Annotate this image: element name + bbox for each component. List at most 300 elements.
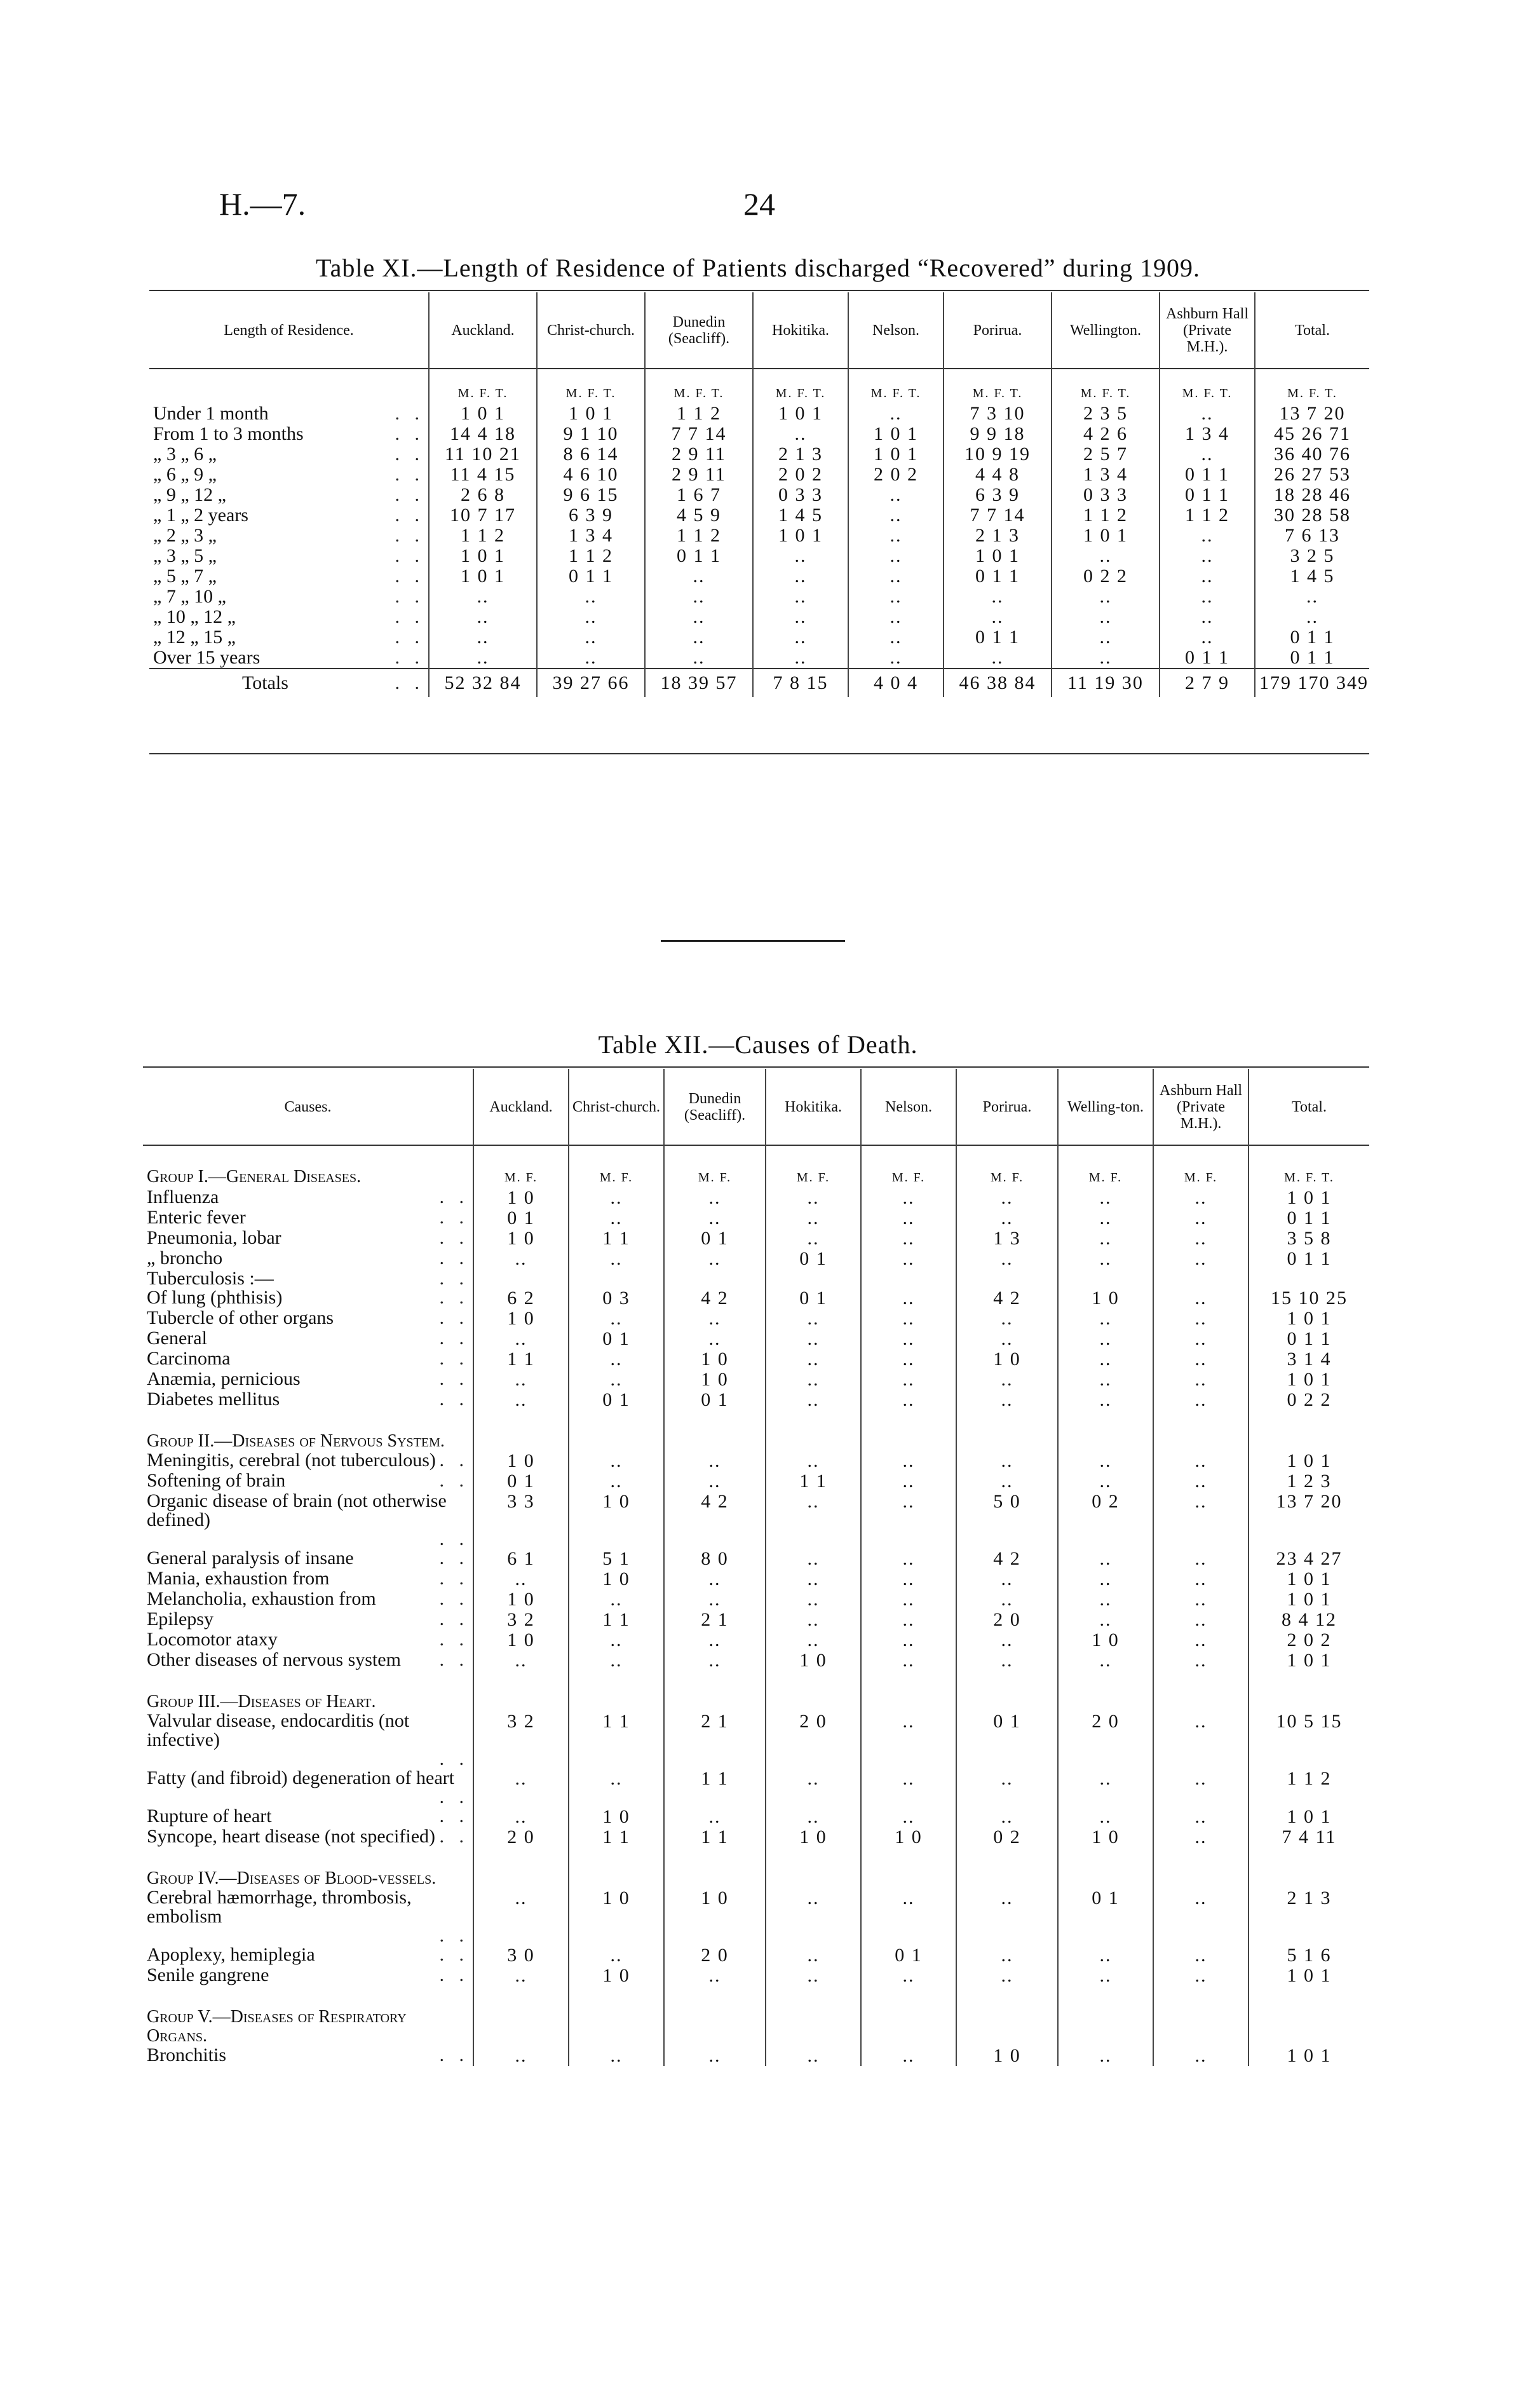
data-cell: .. <box>1153 2046 1249 2066</box>
data-cell: .. <box>645 648 753 669</box>
data-cell: .. <box>1153 1888 1249 1945</box>
data-cell: .. <box>537 648 645 669</box>
data-cell: 1 0 1 <box>429 546 537 566</box>
data-cell: .. <box>569 1249 664 1269</box>
data-cell: 0 1 1 <box>1160 648 1255 669</box>
data-cell: .. <box>1058 1188 1153 1208</box>
data-cell: .. <box>766 1492 861 1549</box>
table-row <box>149 648 1369 669</box>
cause-label: Mania, exhaustion from <box>147 1568 330 1589</box>
data-cell: .. <box>766 1329 861 1349</box>
data-cell: .. <box>1153 1711 1249 1769</box>
data-cell: .. <box>429 607 537 627</box>
totals-row <box>149 669 1369 697</box>
data-cell: .. <box>664 1471 766 1492</box>
cause-label-cell <box>143 1249 473 1269</box>
subheader-cell: M. F. T. <box>645 369 753 404</box>
data-cell: 3 2 <box>473 1711 569 1769</box>
cause-label: Apoplexy, hemiplegia <box>147 1944 315 1965</box>
cause-label: Senile gangrene <box>147 1964 269 1985</box>
data-cell: .. <box>1058 1807 1153 1827</box>
empty-cell <box>956 1410 1058 1451</box>
data-cell: 2 0 <box>473 1827 569 1847</box>
leader-dots: . . <box>395 647 424 668</box>
cause-label-cell <box>143 1769 473 1807</box>
data-cell: 1 0 <box>473 1589 569 1610</box>
cause-label: Anæmia, pernicious <box>147 1368 301 1389</box>
column-header: Ashburn Hall (Private M.H.). <box>1153 1069 1249 1145</box>
data-cell: 1 0 <box>1058 1630 1153 1650</box>
table-row <box>143 1390 1369 1410</box>
leader-dots: . . <box>395 464 424 485</box>
data-cell: 0 1 1 <box>1249 1249 1369 1269</box>
data-cell: 5 1 <box>569 1549 664 1569</box>
data-cell: .. <box>861 1329 956 1349</box>
column-header: Dunedin (Seacliff). <box>645 292 753 369</box>
subheader-spacer <box>149 369 429 404</box>
data-cell: 4 2 6 <box>1052 424 1160 444</box>
data-cell: 1 2 3 <box>1249 1471 1369 1492</box>
data-cell: 4 2 <box>956 1288 1058 1309</box>
data-cell: 1 1 2 <box>645 526 753 546</box>
data-cell: 7 6 13 <box>1255 526 1369 546</box>
empty-cell <box>664 1847 766 1888</box>
data-cell: .. <box>861 1349 956 1370</box>
empty-cell <box>664 1410 766 1451</box>
leader-dots: . . <box>395 423 424 444</box>
table-row <box>143 1329 1369 1349</box>
data-cell: 0 2 2 <box>1249 1390 1369 1410</box>
data-cell: .. <box>569 1630 664 1650</box>
leader-dots: . . <box>439 1786 469 1807</box>
subheader-cell: M. F. T. <box>848 369 944 404</box>
data-cell: 2 0 2 <box>753 465 848 485</box>
data-cell: .. <box>861 1228 956 1249</box>
data-cell: 5 0 <box>956 1492 1058 1549</box>
data-cell: 9 1 10 <box>537 424 645 444</box>
data-cell: .. <box>569 1451 664 1471</box>
data-cell: 1 1 <box>664 1827 766 1847</box>
leader-dots: . . <box>395 627 424 648</box>
cause-label-cell <box>143 1329 473 1349</box>
data-cell: 0 3 3 <box>753 485 848 505</box>
empty-cell <box>569 1986 664 2046</box>
leader-dots: . . <box>395 586 424 607</box>
data-cell: 13 7 20 <box>1255 404 1369 424</box>
table-row <box>149 526 1369 546</box>
cause-label-cell <box>143 1309 473 1329</box>
table-row <box>149 424 1369 444</box>
data-cell: .. <box>664 2046 766 2066</box>
row-label: Under 1 month <box>153 403 269 424</box>
data-cell: .. <box>1058 1390 1153 1410</box>
cause-label: Tubercle of other organs <box>147 1307 334 1328</box>
data-cell: 1 1 <box>766 1471 861 1492</box>
data-cell: 3 3 <box>473 1492 569 1549</box>
data-cell: 0 2 2 <box>1052 566 1160 587</box>
table-row <box>143 1288 1369 1309</box>
data-cell: 1 4 5 <box>1255 566 1369 587</box>
data-cell: 1 4 5 <box>753 505 848 526</box>
data-cell: 1 3 4 <box>537 526 645 546</box>
data-cell: 7 7 14 <box>645 424 753 444</box>
table-row <box>149 566 1369 587</box>
data-cell: 0 1 1 <box>1249 1208 1369 1228</box>
data-cell: 1 0 <box>473 1630 569 1650</box>
data-cell: 0 2 <box>1058 1492 1153 1549</box>
data-cell: .. <box>753 627 848 648</box>
empty-cell <box>1249 1847 1369 1888</box>
empty-cell <box>861 1410 956 1451</box>
empty-cell <box>766 1986 861 2046</box>
leader-dots: . . <box>439 1287 469 1308</box>
cause-label: Meningitis, cerebral (not tuberculous) <box>147 1450 436 1471</box>
data-cell: 1 0 <box>956 1349 1058 1370</box>
table-row <box>143 1309 1369 1329</box>
data-cell: .. <box>766 1549 861 1569</box>
data-cell: .. <box>848 526 944 546</box>
data-cell: .. <box>1153 1650 1249 1671</box>
data-cell: 1 0 <box>569 1492 664 1549</box>
data-cell: .. <box>861 1769 956 1807</box>
data-cell: .. <box>664 1208 766 1228</box>
leader-dots: . . <box>395 484 424 505</box>
data-cell: 3 1 4 <box>1249 1349 1369 1370</box>
empty-cell <box>664 1671 766 1711</box>
data-cell: 1 3 4 <box>1052 465 1160 485</box>
empty-cell <box>1249 1671 1369 1711</box>
data-cell: .. <box>1153 1492 1249 1549</box>
leader-dots: . . <box>439 1826 469 1847</box>
table-row <box>143 1370 1369 1390</box>
data-cell: 45 26 71 <box>1255 424 1369 444</box>
group-heading-row <box>143 1671 1369 1711</box>
row-label: „ 10 „ 12 „ <box>153 606 236 627</box>
data-cell: .. <box>569 1208 664 1228</box>
data-cell: 13 7 20 <box>1249 1492 1369 1549</box>
empty-cell <box>861 1671 956 1711</box>
data-cell: .. <box>861 1188 956 1208</box>
data-cell: .. <box>766 1630 861 1650</box>
data-cell: .. <box>848 485 944 505</box>
data-cell <box>956 1269 1058 1288</box>
data-cell: 0 1 <box>569 1390 664 1410</box>
leader-dots: . . <box>439 1389 469 1410</box>
data-cell: .. <box>1160 444 1255 465</box>
data-cell: .. <box>766 1208 861 1228</box>
data-cell: .. <box>956 1630 1058 1650</box>
data-cell: .. <box>766 1945 861 1966</box>
data-cell: 10 9 19 <box>944 444 1052 465</box>
cause-label-cell <box>143 1589 473 1610</box>
table-row <box>149 485 1369 505</box>
data-cell: .. <box>766 1888 861 1945</box>
data-cell: .. <box>473 1888 569 1945</box>
data-cell: 1 1 2 <box>645 404 753 424</box>
data-cell: .. <box>1153 1630 1249 1650</box>
data-cell: 1 0 1 <box>429 566 537 587</box>
data-cell: 7 4 11 <box>1249 1827 1369 1847</box>
table-row <box>143 1188 1369 1208</box>
empty-cell <box>1249 1986 1369 2046</box>
data-cell: .. <box>664 1650 766 1671</box>
data-cell: 1 0 1 <box>1249 1370 1369 1390</box>
leader-dots: . . <box>439 1944 469 1965</box>
data-cell: 0 2 <box>956 1827 1058 1847</box>
total-cell: 46 38 84 <box>944 669 1052 697</box>
data-cell: 2 0 <box>956 1610 1058 1630</box>
data-cell: .. <box>1153 1349 1249 1370</box>
data-cell: 1 0 1 <box>1249 1188 1369 1208</box>
table-row <box>149 627 1369 648</box>
data-cell: 1 1 <box>569 1827 664 1847</box>
data-cell: .. <box>1160 627 1255 648</box>
data-cell: .. <box>1058 1349 1153 1370</box>
data-cell: .. <box>473 2046 569 2066</box>
data-cell: .. <box>1255 587 1369 607</box>
data-cell: .. <box>1058 1610 1153 1630</box>
cause-label-cell <box>143 1492 473 1549</box>
cause-label: Tuberculosis :— <box>147 1268 274 1289</box>
data-cell: .. <box>861 1370 956 1390</box>
data-cell: .. <box>766 1807 861 1827</box>
cause-label: Bronchitis <box>147 2044 226 2065</box>
cause-label-cell <box>143 1390 473 1410</box>
data-cell: 26 27 53 <box>1255 465 1369 485</box>
row-label-cell <box>149 424 429 444</box>
table-row <box>149 587 1369 607</box>
subheader-cell: M. F. <box>861 1145 956 1188</box>
data-cell: 0 3 3 <box>1052 485 1160 505</box>
data-cell: .. <box>1160 526 1255 546</box>
cause-label-cell <box>143 1966 473 1986</box>
data-cell: 1 1 <box>569 1228 664 1249</box>
data-cell: 1 0 <box>1058 1288 1153 1309</box>
cause-label-cell <box>143 1471 473 1492</box>
data-cell: 8 6 14 <box>537 444 645 465</box>
empty-cell <box>956 1847 1058 1888</box>
data-cell: .. <box>473 1807 569 1827</box>
data-cell: .. <box>848 566 944 587</box>
data-cell: 1 0 1 <box>848 424 944 444</box>
row-label: „ 3 „ 6 „ <box>153 444 217 465</box>
data-cell: .. <box>861 1208 956 1228</box>
data-cell: 18 28 46 <box>1255 485 1369 505</box>
data-cell: 1 0 <box>473 1228 569 1249</box>
data-cell: 4 4 8 <box>944 465 1052 485</box>
table-row <box>143 2046 1369 2066</box>
table-row <box>143 1349 1369 1370</box>
data-cell <box>861 1269 956 1288</box>
leader-dots: . . <box>439 1328 469 1349</box>
data-cell: .. <box>956 1188 1058 1208</box>
cause-label-cell <box>143 2046 473 2066</box>
data-cell: .. <box>956 1390 1058 1410</box>
table-row <box>149 546 1369 566</box>
empty-cell <box>766 1410 861 1451</box>
data-cell: 1 0 1 <box>1052 526 1160 546</box>
data-cell: .. <box>473 1370 569 1390</box>
data-cell: .. <box>861 1569 956 1589</box>
table-row <box>143 1228 1369 1249</box>
empty-cell <box>1058 1671 1153 1711</box>
data-cell <box>1153 1269 1249 1288</box>
data-cell: 1 1 <box>664 1769 766 1807</box>
data-cell: .. <box>766 1451 861 1471</box>
data-cell: 0 1 <box>956 1711 1058 1769</box>
cause-label: General paralysis of insane <box>147 1548 354 1568</box>
data-cell: .. <box>1058 1471 1153 1492</box>
data-cell: .. <box>956 1451 1058 1471</box>
row-label: „ 6 „ 9 „ <box>153 464 217 485</box>
data-cell: 30 28 58 <box>1255 505 1369 526</box>
data-cell: 2 1 3 <box>753 444 848 465</box>
data-cell: .. <box>956 1329 1058 1349</box>
data-cell: 1 0 <box>664 1349 766 1370</box>
data-cell: .. <box>1153 1188 1249 1208</box>
data-cell: .. <box>766 1569 861 1589</box>
data-cell: .. <box>1058 1945 1153 1966</box>
data-cell: 1 0 1 <box>1249 1650 1369 1671</box>
cause-label-cell <box>143 1945 473 1966</box>
data-cell: 1 0 1 <box>848 444 944 465</box>
data-cell: 0 3 <box>569 1288 664 1309</box>
table-row <box>143 1610 1369 1630</box>
data-cell: 2 3 5 <box>1052 404 1160 424</box>
data-cell: .. <box>569 1589 664 1610</box>
cause-label-cell <box>143 1349 473 1370</box>
data-cell: 14 4 18 <box>429 424 537 444</box>
cause-label: Locomotor ataxy <box>147 1629 278 1650</box>
leader-dots: . . <box>439 1925 469 1946</box>
data-cell: 0 1 1 <box>944 566 1052 587</box>
column-header: Total. <box>1249 1069 1369 1145</box>
empty-cell <box>1058 1986 1153 2046</box>
data-cell: .. <box>753 424 848 444</box>
totals-label: Totals <box>242 672 288 693</box>
empty-cell <box>956 1671 1058 1711</box>
table-row <box>143 1471 1369 1492</box>
data-cell <box>766 1269 861 1288</box>
data-cell: .. <box>956 1769 1058 1807</box>
data-cell: .. <box>1153 1945 1249 1966</box>
empty-cell <box>1153 1410 1249 1451</box>
data-cell: 15 10 25 <box>1249 1288 1369 1309</box>
column-header: Nelson. <box>861 1069 956 1145</box>
column-header: Wellington. <box>1052 292 1160 369</box>
page-number: 24 <box>743 186 775 222</box>
row-label-cell <box>149 546 429 566</box>
data-cell: .. <box>1153 1549 1249 1569</box>
data-cell: 0 1 <box>473 1208 569 1228</box>
row-label-cell <box>149 627 429 648</box>
cause-label-cell <box>143 1288 473 1309</box>
data-cell: .. <box>1058 2046 1153 2066</box>
data-cell: 1 0 <box>766 1650 861 1671</box>
cause-label: Syncope, heart disease (not specified) <box>147 1826 435 1847</box>
table-xi <box>149 292 1369 697</box>
group-title: Group IV.—Diseases of Blood-vessels. <box>147 1868 437 1888</box>
cause-label: Diabetes mellitus <box>147 1389 280 1410</box>
empty-cell <box>861 1847 956 1888</box>
total-cell: 7 8 15 <box>753 669 848 697</box>
data-cell: .. <box>753 607 848 627</box>
leader-dots: . . <box>439 1268 469 1289</box>
data-cell: 4 5 9 <box>645 505 753 526</box>
data-cell: 2 1 <box>664 1610 766 1630</box>
data-cell: .. <box>766 1610 861 1630</box>
table-row <box>143 1769 1369 1807</box>
data-cell: .. <box>944 607 1052 627</box>
data-cell: 1 0 1 <box>753 404 848 424</box>
table-row <box>143 1945 1369 1966</box>
data-cell: 1 1 <box>569 1711 664 1769</box>
data-cell: .. <box>1160 404 1255 424</box>
subheader-cell: M. F. T. <box>753 369 848 404</box>
cause-label-cell <box>143 1269 473 1288</box>
data-cell: .. <box>664 1329 766 1349</box>
data-cell: 6 2 <box>473 1288 569 1309</box>
data-cell: .. <box>569 1188 664 1208</box>
data-cell: 0 1 1 <box>1255 627 1369 648</box>
data-cell: 0 1 <box>664 1228 766 1249</box>
leader-dots: . . <box>439 1470 469 1491</box>
data-cell: 6 1 <box>473 1549 569 1569</box>
data-cell: 4 2 <box>664 1492 766 1549</box>
data-cell: .. <box>956 1309 1058 1329</box>
data-cell: .. <box>861 1451 956 1471</box>
data-cell: .. <box>1153 1208 1249 1228</box>
header-row <box>143 1069 1369 1145</box>
data-cell: 1 0 1 <box>1249 1966 1369 1986</box>
data-cell: .. <box>1153 1966 1249 1986</box>
data-cell: .. <box>861 1492 956 1549</box>
table-xii-title: Table XII.—Causes of Death. <box>598 1030 918 1059</box>
cause-label: „ broncho <box>147 1248 223 1269</box>
data-cell: .. <box>1153 1569 1249 1589</box>
data-cell: 3 5 8 <box>1249 1228 1369 1249</box>
data-cell: .. <box>429 627 537 648</box>
data-cell: 7 7 14 <box>944 505 1052 526</box>
data-cell: .. <box>848 607 944 627</box>
data-cell: 1 0 <box>569 1807 664 1827</box>
subheader-cell: M. F. T. <box>537 369 645 404</box>
row-label-cell <box>149 566 429 587</box>
data-cell: .. <box>1153 1228 1249 1249</box>
cause-label-cell <box>143 1650 473 1671</box>
data-cell: .. <box>1052 648 1160 669</box>
table-row <box>143 1249 1369 1269</box>
data-cell: .. <box>1052 587 1160 607</box>
data-cell: .. <box>664 1569 766 1589</box>
subheader-cell: M. F. <box>766 1145 861 1188</box>
group-heading-row <box>143 1847 1369 1888</box>
leader-dots: . . <box>439 1649 469 1670</box>
data-cell: 9 6 15 <box>537 485 645 505</box>
data-cell: 1 0 <box>664 1888 766 1945</box>
data-cell: .. <box>753 566 848 587</box>
leader-dots: . . <box>439 1964 469 1985</box>
data-cell: .. <box>1153 1827 1249 1847</box>
data-cell: .. <box>956 1807 1058 1827</box>
data-cell: 8 4 12 <box>1249 1610 1369 1630</box>
data-cell: .. <box>473 1569 569 1589</box>
total-cell: 11 19 30 <box>1052 669 1160 697</box>
data-cell: 3 2 <box>473 1610 569 1630</box>
data-cell: 3 2 5 <box>1255 546 1369 566</box>
subheader-row <box>149 369 1369 404</box>
column-header: Christ-church. <box>537 292 645 369</box>
